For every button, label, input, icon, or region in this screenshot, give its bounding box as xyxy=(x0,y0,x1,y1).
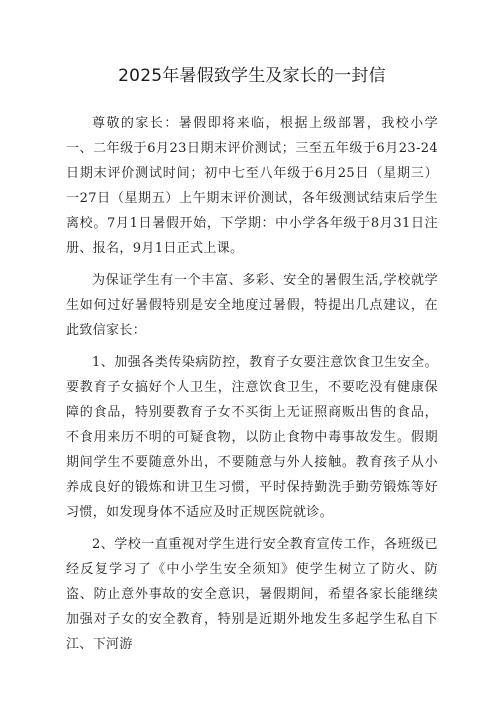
paragraph-greeting-schedule: 尊敬的家长：暑假即将来临，根据上级部署，我校小学一、二年级于6月23日期末评价测试；三至五年级于6月23-24日期末评价测试时间；初中七至八年级于6月25日（星期三）一27日（星期五）上午期末评价测试，各年级测试结束后学生离校。7月1日暑假开始，下学期：中小学各年级于8月31日注册、报名，9月1日正式上课。 xyxy=(66,116,438,256)
paragraph-intro-suggestions: 为保证学生有一个丰富、多彩、安全的暑假生活,学校就学生如何过好暑假特别是安全地度过暑假，特提出几点建议，在此致信家长： xyxy=(66,273,438,338)
document-title: 2025年暑假致学生及家长的一封信 xyxy=(118,66,386,86)
paragraph-item-1-health: 1、加强各类传染病防控，教育子女要注意饮食卫生安全。要教育子女搞好个人卫生，注意饮食卫生，不要吃没有健康保障的食品，特别要教育子女不买街上无证照商贩出售的食品，不食用来历不明的可疑食物，以防止食物中毒事故发生。假期期间学生不要随意外出，不要随意与外人接触。教育孩子从小养成良好的锻炼和讲卫生习惯，平时保持勤洗手勤劳锻炼等好习惯，如发现身体不适应及时正规医院就诊。 xyxy=(66,355,438,520)
paragraph-item-2-safety: 2、学校一直重视对学生进行安全教育宣传工作，各班级已经反复学习了《中小学生安全须知》使学生树立了防火、防盗、防止意外事故的安全意识，暑假期间，希望各家长能继续加强对子女的安全教育，特别是近期外地发生多起学生私自下江、下河游 xyxy=(66,537,438,652)
document-body xyxy=(66,111,438,657)
